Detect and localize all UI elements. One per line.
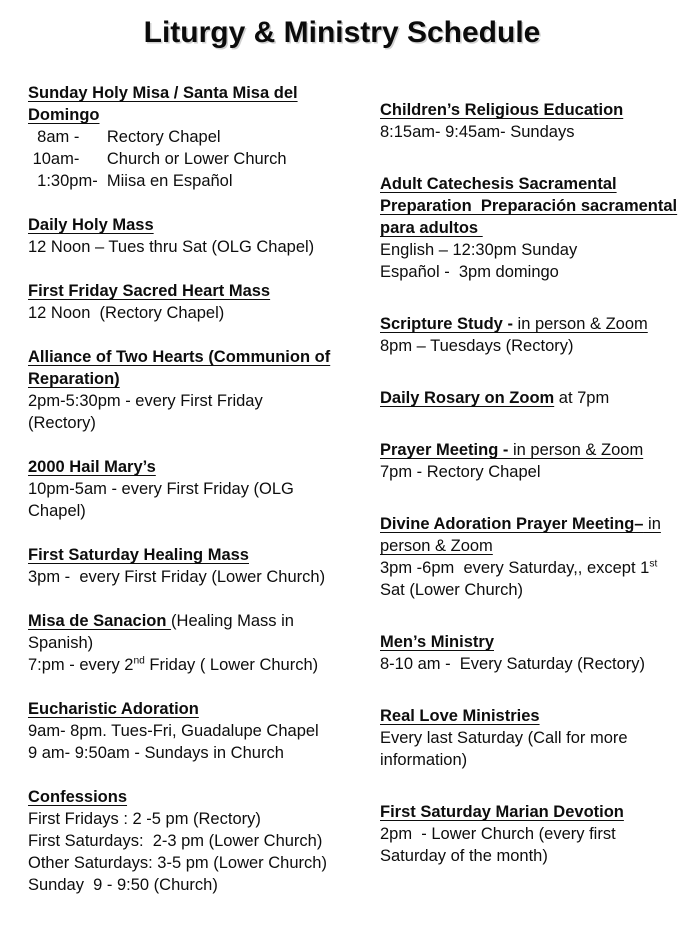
section-line <box>28 368 380 390</box>
column-right <box>380 82 678 918</box>
text-span: Sat (Lower Church) <box>380 581 524 599</box>
text-span: Children’s Religious Education <box>380 101 624 119</box>
section-line <box>380 335 670 357</box>
section-line <box>28 830 380 852</box>
text-span: Reparation) <box>28 370 120 388</box>
section-line <box>28 610 380 632</box>
section-line <box>380 217 670 239</box>
section-line <box>380 261 670 283</box>
section-line <box>28 390 380 412</box>
text-span: Domingo <box>28 106 100 124</box>
section-line <box>380 513 670 535</box>
text-span: (Rectory) <box>28 414 96 432</box>
section-line <box>380 99 670 121</box>
text-span: Daily Rosary on Zoom <box>380 389 555 407</box>
text-span: 2pm - Lower Church (every first <box>380 825 616 843</box>
text-span: nd <box>133 655 145 667</box>
section-first-friday-sacred-heart <box>28 280 380 324</box>
text-span: 8am - Rectory Chapel <box>28 128 221 146</box>
section-line <box>28 874 380 896</box>
text-span: First Friday Sacred Heart Mass <box>28 282 271 300</box>
section-line <box>28 566 380 588</box>
section-prayer-meeting <box>380 439 670 483</box>
section-line <box>28 478 380 500</box>
section-line <box>28 412 380 434</box>
text-span: 10am- Church or Lower Church <box>28 150 287 168</box>
text-span: Real Love Ministries <box>380 707 540 725</box>
section-misa-de-sanacion <box>28 610 380 676</box>
section-line <box>28 808 380 830</box>
column-left <box>28 82 380 918</box>
section-line <box>28 346 380 368</box>
text-span: 8:15am- 9:45am- Sundays <box>380 123 575 141</box>
section-line <box>380 195 678 217</box>
section-line <box>380 461 670 483</box>
section-line <box>28 654 380 676</box>
section-line <box>380 845 670 867</box>
section-line <box>28 236 380 258</box>
text-span: First Fridays : 2 -5 pm (Rectory) <box>28 810 261 828</box>
section-alliance-of-two-hearts <box>28 346 380 434</box>
section-line <box>380 801 670 823</box>
section-line <box>28 214 380 236</box>
section-line <box>380 535 670 557</box>
section-line <box>380 823 670 845</box>
section-line <box>28 280 380 302</box>
section-line <box>380 557 670 579</box>
text-span: Confessions <box>28 788 128 806</box>
section-line <box>28 82 380 104</box>
text-span: Friday ( Lower Church) <box>144 656 319 674</box>
text-span: Preparation Preparación sacramental <box>380 197 678 215</box>
text-span: Misa de Sanacion <box>28 612 172 630</box>
text-span: Daily Holy Mass <box>28 216 154 234</box>
text-span: Alliance of Two Hearts (Communion of <box>28 348 331 366</box>
text-span: Chapel) <box>28 502 86 520</box>
section-line <box>380 727 670 749</box>
text-span: at 7pm <box>554 389 610 407</box>
text-span: Scripture Study - <box>380 315 518 333</box>
section-line <box>28 302 380 324</box>
text-span: 7:pm - every 2 <box>28 656 134 674</box>
text-span: Men’s Ministry <box>380 633 494 651</box>
text-span: 7pm - Rectory Chapel <box>380 463 541 481</box>
section-adult-catechesis-sacramental <box>380 173 678 283</box>
text-span: 2pm-5:30pm - every First Friday <box>28 392 263 410</box>
section-children-s-religious-education <box>380 99 670 143</box>
section-daily-rosary-on-zoom <box>380 387 670 409</box>
text-span: First Saturday Marian Devotion <box>380 803 624 821</box>
section-line <box>28 500 380 522</box>
section-line <box>28 170 380 192</box>
text-span: 8-10 am - Every Saturday (Rectory) <box>380 655 645 673</box>
section-line <box>380 653 670 675</box>
section-divine-adoration-prayer-meeting <box>380 513 670 601</box>
section-line <box>28 544 380 566</box>
text-span: in person & Zoom <box>517 315 648 333</box>
text-span: First Saturday Healing Mass <box>28 546 249 564</box>
section-2000-hail-mary-s <box>28 456 380 522</box>
text-span: in person & Zoom <box>512 441 644 459</box>
text-span: 12 Noon – Tues thru Sat (OLG Chapel) <box>28 238 315 256</box>
text-span: 1:30pm- Miisa en Español <box>28 172 233 190</box>
section-line <box>380 439 670 461</box>
text-span: Sunday Holy Misa / Santa Misa del <box>28 84 298 102</box>
text-span: Saturday of the month) <box>380 847 548 865</box>
text-span: Divine Adoration Prayer Meeting– <box>380 515 644 533</box>
section-line <box>380 239 670 261</box>
text-span: Sunday 9 - 9:50 (Church) <box>28 876 218 894</box>
section-first-saturday-healing-mass <box>28 544 380 588</box>
text-span: 2000 Hail Mary’s <box>28 458 156 476</box>
text-span: Eucharistic Adoration <box>28 700 199 718</box>
section-real-love-ministries <box>380 705 670 771</box>
section-line <box>380 173 670 195</box>
section-line <box>380 121 670 143</box>
text-span: information) <box>380 751 468 769</box>
text-span: (Healing Mass in <box>171 612 294 630</box>
section-line <box>28 104 380 126</box>
text-span: English – 12:30pm Sunday <box>380 241 578 259</box>
text-span: Every last Saturday (Call for more <box>380 729 628 747</box>
page-title: Liturgy & Ministry Schedule <box>143 16 541 49</box>
text-span: para adultos <box>380 219 483 237</box>
text-span: Español - 3pm domingo <box>380 263 559 281</box>
text-span: Spanish) <box>28 634 94 652</box>
text-span: Adult Catechesis Sacramental <box>380 175 617 193</box>
text-span: 8pm – Tuesdays (Rectory) <box>380 337 574 355</box>
section-line <box>28 126 380 148</box>
text-span: 9 am- 9:50am - Sundays in Church <box>28 744 284 762</box>
section-line <box>28 698 380 720</box>
section-line <box>380 749 670 771</box>
text-span: 9am- 8pm. Tues-Fri, Guadalupe Chapel <box>28 722 319 740</box>
section-eucharistic-adoration <box>28 698 380 764</box>
section-line <box>380 631 670 653</box>
section-line <box>28 852 380 874</box>
section-daily-holy-mass <box>28 214 380 258</box>
section-line <box>380 387 670 409</box>
text-span: 3pm - every First Friday (Lower Church) <box>28 568 326 586</box>
section-first-saturday-marian-devotion <box>380 801 670 867</box>
section-scripture-study <box>380 313 670 357</box>
text-span: First Saturdays: 2-3 pm (Lower Church) <box>28 832 323 850</box>
section-line <box>28 632 380 654</box>
schedule-columns <box>28 82 684 918</box>
section-line <box>380 313 670 335</box>
text-span: Other Saturdays: 3-5 pm (Lower Church) <box>28 854 327 872</box>
text-span: in <box>643 515 661 533</box>
text-span: Prayer Meeting - <box>380 441 513 459</box>
section-line <box>28 456 380 478</box>
text-span: 3pm -6pm every Saturday,, except 1 <box>380 559 650 577</box>
text-span: st <box>649 558 658 570</box>
section-confessions <box>28 786 380 896</box>
section-line <box>28 786 380 808</box>
section-line <box>28 720 380 742</box>
section-line <box>28 148 380 170</box>
section-line <box>380 705 670 727</box>
section-line <box>28 742 380 764</box>
section-line <box>380 579 670 601</box>
text-span: 10pm-5am - every First Friday (OLG <box>28 480 294 498</box>
text-span: person & Zoom <box>380 537 493 555</box>
section-sunday-holy-misa-santa <box>28 82 380 192</box>
text-span: 12 Noon (Rectory Chapel) <box>28 304 225 322</box>
section-men-s-ministry <box>380 631 670 675</box>
